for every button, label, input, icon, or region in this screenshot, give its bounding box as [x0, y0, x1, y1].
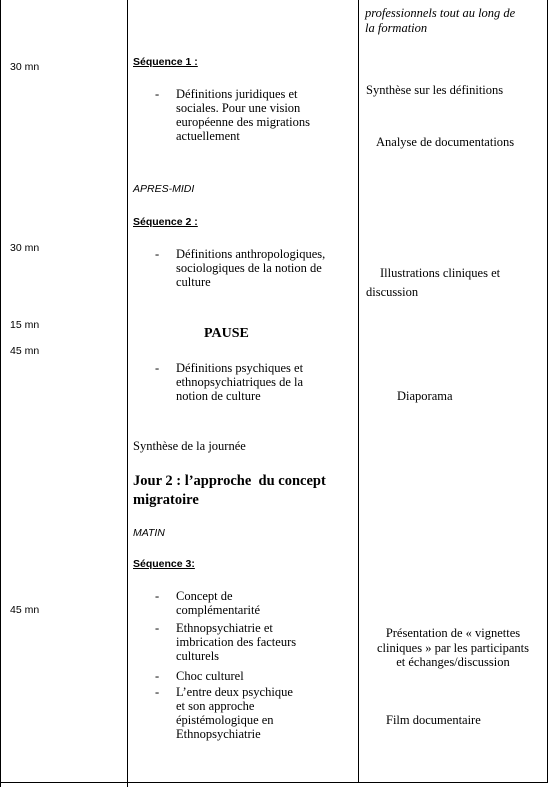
- list-item-line: et son approche: [176, 699, 255, 713]
- sequence-title: Séquence 2 :: [133, 216, 198, 228]
- table-right-border: [547, 0, 548, 783]
- list-item-line: Définitions psychiques et: [176, 361, 304, 375]
- method-line: Illustrations cliniques et: [380, 266, 501, 280]
- morning-label: MATIN: [133, 527, 165, 539]
- bullet-marker: -: [155, 669, 160, 683]
- list-item: [176, 87, 356, 143]
- list-item-line: ethnopsychiatriques de la: [176, 375, 304, 389]
- list-item-line: Concept de: [176, 589, 233, 603]
- method-line: discussion: [366, 284, 419, 299]
- method-line: et échanges/discussion: [396, 655, 510, 669]
- pause-label: PAUSE: [204, 326, 249, 341]
- list-item-line: Ethnopsychiatrie et: [176, 621, 273, 635]
- list-item-line: actuellement: [176, 129, 240, 143]
- duration-label: 30 mn: [10, 242, 40, 254]
- method-line: cliniques » par les participants: [376, 640, 530, 655]
- list-item-line: L’entre deux psychique: [176, 685, 293, 699]
- method-synthese-definitions: Synthèse sur les définitions: [366, 83, 504, 97]
- list-item-line: sociologiques de la notion de: [176, 261, 322, 275]
- top-note: [365, 6, 545, 35]
- afternoon-label: APRES-MIDI: [133, 183, 195, 195]
- list-item: [176, 589, 356, 617]
- list-item: [176, 361, 356, 403]
- duration-label: 45 mn: [10, 345, 40, 357]
- method-vignettes: [360, 626, 546, 670]
- list-item-line: européenne des migrations: [176, 115, 310, 129]
- list-item-line: épistémologique en: [176, 713, 274, 727]
- method-analyse-documentations: Analyse de documentations: [376, 135, 515, 149]
- list-item: [176, 247, 356, 289]
- list-item-line: complémentarité: [176, 603, 260, 617]
- list-item: [176, 621, 356, 663]
- table-bottom-border: [1, 782, 548, 783]
- duration-label: 45 mn: [10, 604, 40, 616]
- bullet-marker: -: [155, 621, 160, 635]
- list-item: [176, 669, 356, 683]
- method-illustrations-cliniques: [366, 266, 544, 299]
- day-summary: Synthèse de la journée: [133, 439, 246, 453]
- method-diaporama: Diaporama: [397, 389, 453, 403]
- top-note-line: la formation: [365, 20, 428, 35]
- duration-label: 30 mn: [10, 61, 40, 73]
- duration-label: 15 mn: [10, 319, 40, 331]
- table-column-divider-1: [127, 0, 128, 787]
- list-item-line: culture: [176, 275, 211, 289]
- table-column-divider-2: [358, 0, 359, 783]
- day2-heading: [133, 472, 355, 510]
- bullet-marker: -: [155, 247, 160, 261]
- list-item-line: notion de culture: [176, 389, 261, 403]
- top-note-line: professionnels tout au long de: [365, 6, 516, 20]
- list-item-line: Définitions anthropologiques,: [176, 247, 326, 261]
- list-item: [176, 685, 356, 741]
- day2-heading-line: Jour 2 : l’approche du concept: [133, 473, 326, 489]
- bullet-marker: -: [155, 685, 160, 699]
- bullet-marker: -: [155, 589, 160, 603]
- list-item-line: Définitions juridiques et: [176, 87, 298, 101]
- bullet-marker: -: [155, 87, 160, 101]
- bullet-marker: -: [155, 361, 160, 375]
- method-line: Présentation de « vignettes: [385, 626, 521, 640]
- list-item-line: imbrication des facteurs: [176, 635, 297, 649]
- list-item-line: Choc culturel: [176, 669, 244, 683]
- list-item-line: culturels: [176, 649, 220, 663]
- method-film: Film documentaire: [386, 713, 481, 727]
- sequence-title: Séquence 1 :: [133, 56, 198, 68]
- list-item-line: Ethnopsychiatrie: [176, 727, 261, 741]
- list-item-line: sociales. Pour une vision: [176, 101, 301, 115]
- day2-heading-line: migratoire: [133, 492, 199, 508]
- sequence-title: Séquence 3:: [133, 558, 195, 570]
- table-left-border: [0, 0, 1, 787]
